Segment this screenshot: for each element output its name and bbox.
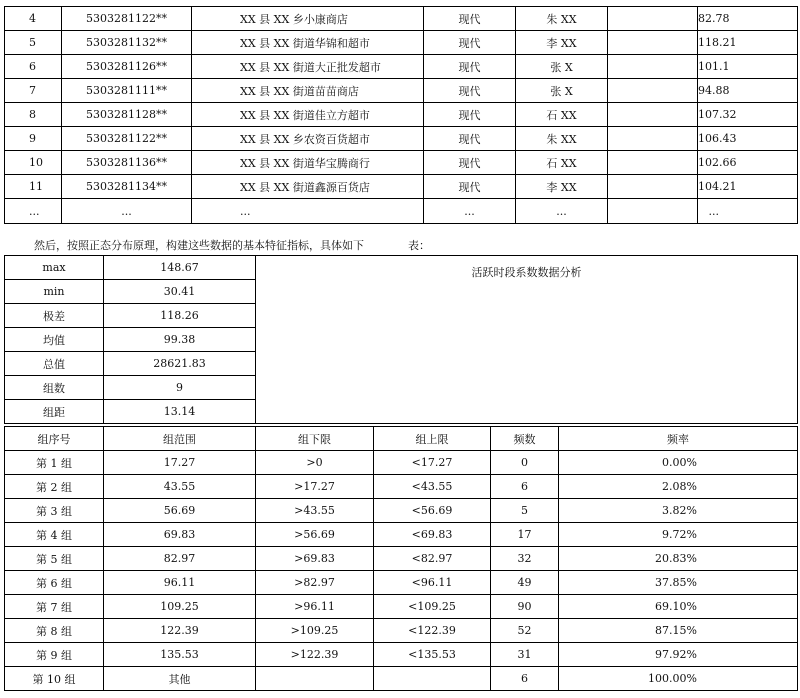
upper-bound: <82.97: [374, 547, 491, 571]
cell-blank: [608, 31, 698, 55]
frequency-rate: 37.85%: [559, 571, 798, 595]
column-header: 频率: [559, 427, 798, 451]
group-index: 第 3 组: [5, 499, 104, 523]
table-row: [5, 547, 798, 571]
frequency-rate: 100.00%: [559, 667, 798, 691]
frequency-rate: 3.82%: [559, 499, 798, 523]
column-header: 组序号: [5, 427, 104, 451]
upper-bound: <43.55: [374, 475, 491, 499]
table-row: [5, 55, 798, 79]
cell-index: 7: [5, 79, 62, 103]
upper-bound: <135.53: [374, 643, 491, 667]
group-index: 第 7 组: [5, 595, 104, 619]
table-row: [5, 175, 798, 199]
stat-value: 99.38: [104, 328, 256, 352]
cell-index: 4: [5, 7, 62, 31]
cell-blank: [608, 55, 698, 79]
cell-owner: 李 XX: [516, 31, 608, 55]
cell-owner: 张 X: [516, 55, 608, 79]
group-index: 第 8 组: [5, 619, 104, 643]
cell-type: 现代: [424, 103, 516, 127]
frequency-rate: 97.92%: [559, 643, 798, 667]
cell-store-name: XX 县 XX 街道华宝腾商行: [192, 151, 424, 175]
ellipsis-cell: ...: [62, 199, 192, 224]
cell-blank: [608, 175, 698, 199]
cell-code: 5303281128**: [62, 103, 192, 127]
upper-bound: <69.83: [374, 523, 491, 547]
frequency-rate: 9.72%: [559, 523, 798, 547]
column-header: 组上限: [374, 427, 491, 451]
table-row: [5, 151, 798, 175]
cell-type: 现代: [424, 79, 516, 103]
cell-index: 8: [5, 103, 62, 127]
chart-title: 活跃时段系数数据分析: [256, 256, 798, 424]
stat-value: 28621.83: [104, 352, 256, 376]
cell-index: 9: [5, 127, 62, 151]
upper-bound: <109.25: [374, 595, 491, 619]
group-index: 第 1 组: [5, 451, 104, 475]
frequency-rate: 87.15%: [559, 619, 798, 643]
ellipsis-cell: ...: [698, 199, 798, 224]
cell-value: 106.43: [698, 127, 798, 151]
cell-code: 5303281111**: [62, 79, 192, 103]
frequency-count: 0: [491, 451, 559, 475]
cell-type: 现代: [424, 127, 516, 151]
ellipsis-cell: ...: [5, 199, 62, 224]
table-row: [5, 667, 798, 691]
table-row: [5, 643, 798, 667]
intro-text: [34, 237, 430, 253]
frequency-count: 31: [491, 643, 559, 667]
lower-bound: >0: [256, 451, 374, 475]
cell-type: 现代: [424, 151, 516, 175]
cell-index: 11: [5, 175, 62, 199]
table-row: [5, 619, 798, 643]
group-range: 69.83: [104, 523, 256, 547]
column-header: 组下限: [256, 427, 374, 451]
stat-label: 组数: [5, 376, 104, 400]
cell-owner: 朱 XX: [516, 7, 608, 31]
stat-value: 30.41: [104, 280, 256, 304]
table-row: [5, 79, 798, 103]
cell-code: 5303281122**: [62, 7, 192, 31]
cell-owner: 张 X: [516, 79, 608, 103]
stat-value: 118.26: [104, 304, 256, 328]
table-row: [5, 595, 798, 619]
upper-bound: [374, 667, 491, 691]
frequency-rate: 20.83%: [559, 547, 798, 571]
table-row: [5, 127, 798, 151]
table-row: [5, 523, 798, 547]
table-row: [5, 451, 798, 475]
ellipsis-row: [5, 199, 798, 224]
group-index: 第 6 组: [5, 571, 104, 595]
cell-store-name: XX 县 XX 街道华锦和超市: [192, 31, 424, 55]
column-header: 组范围: [104, 427, 256, 451]
table-row: [5, 31, 798, 55]
stats-table: [4, 255, 798, 424]
group-range: 17.27: [104, 451, 256, 475]
cell-index: 10: [5, 151, 62, 175]
cell-code: 5303281136**: [62, 151, 192, 175]
group-index: 第 10 组: [5, 667, 104, 691]
frequency-rate: 2.08%: [559, 475, 798, 499]
stat-label: 总值: [5, 352, 104, 376]
stat-label: max: [5, 256, 104, 280]
table-row: [5, 571, 798, 595]
cell-blank: [608, 7, 698, 31]
frequency-rate: 0.00%: [559, 451, 798, 475]
table-row: [5, 103, 798, 127]
lower-bound: >82.97: [256, 571, 374, 595]
cell-code: 5303281126**: [62, 55, 192, 79]
cell-value: 104.21: [698, 175, 798, 199]
lower-bound: >17.27: [256, 475, 374, 499]
lower-bound: >56.69: [256, 523, 374, 547]
stat-label: 均值: [5, 328, 104, 352]
group-range: 96.11: [104, 571, 256, 595]
cell-store-name: XX 县 XX 街道鑫源百货店: [192, 175, 424, 199]
group-range: 135.53: [104, 643, 256, 667]
cell-owner: 朱 XX: [516, 127, 608, 151]
frequency-count: 49: [491, 571, 559, 595]
table-row: [5, 499, 798, 523]
stat-label: min: [5, 280, 104, 304]
cell-store-name: XX 县 XX 街道苗苗商店: [192, 79, 424, 103]
cell-value: 101.1: [698, 55, 798, 79]
ellipsis-cell: ...: [192, 199, 424, 224]
cell-code: 5303281122**: [62, 127, 192, 151]
table-row: [5, 475, 798, 499]
upper-bound: <17.27: [374, 451, 491, 475]
cell-blank: [608, 79, 698, 103]
cell-value: 107.32: [698, 103, 798, 127]
cell-blank: [608, 127, 698, 151]
stat-label: 组距: [5, 400, 104, 424]
cell-store-name: XX 县 XX 乡农资百货超市: [192, 127, 424, 151]
lower-bound: >109.25: [256, 619, 374, 643]
cell-store-name: XX 县 XX 街道大正批发超市: [192, 55, 424, 79]
cell-index: 6: [5, 55, 62, 79]
ellipsis-cell: [608, 199, 698, 224]
stat-value: 9: [104, 376, 256, 400]
frequency-count: 17: [491, 523, 559, 547]
intro-suffix: 表：: [408, 239, 430, 252]
group-range: 82.97: [104, 547, 256, 571]
lower-bound: >96.11: [256, 595, 374, 619]
frequency-count: 5: [491, 499, 559, 523]
column-header: 频数: [491, 427, 559, 451]
group-index: 第 4 组: [5, 523, 104, 547]
cell-blank: [608, 103, 698, 127]
lower-bound: >43.55: [256, 499, 374, 523]
frequency-count: 90: [491, 595, 559, 619]
header-row: [5, 427, 798, 451]
cell-type: 现代: [424, 175, 516, 199]
cell-owner: 石 XX: [516, 151, 608, 175]
frequency-count: 6: [491, 667, 559, 691]
cell-store-name: XX 县 XX 乡小康商店: [192, 7, 424, 31]
lower-bound: >122.39: [256, 643, 374, 667]
stats-row: [5, 256, 798, 280]
table-row: [5, 7, 798, 31]
stat-label: 极差: [5, 304, 104, 328]
intro-sentence: 然后，按照正态分布原理，构建这些数据的基本特征指标，具体如下: [34, 239, 364, 252]
cell-type: 现代: [424, 55, 516, 79]
cell-code: 5303281132**: [62, 31, 192, 55]
cell-store-name: XX 县 XX 街道佳立方超市: [192, 103, 424, 127]
group-range: 109.25: [104, 595, 256, 619]
group-range: 122.39: [104, 619, 256, 643]
cell-blank: [608, 151, 698, 175]
upper-bound: <96.11: [374, 571, 491, 595]
upper-bound: <122.39: [374, 619, 491, 643]
ellipsis-cell: ...: [516, 199, 608, 224]
lower-bound: >69.83: [256, 547, 374, 571]
cell-code: 5303281134**: [62, 175, 192, 199]
stat-value: 148.67: [104, 256, 256, 280]
group-range: 43.55: [104, 475, 256, 499]
cell-value: 118.21: [698, 31, 798, 55]
ellipsis-cell: ...: [424, 199, 516, 224]
cell-index: 5: [5, 31, 62, 55]
group-index: 第 9 组: [5, 643, 104, 667]
upper-bound: <56.69: [374, 499, 491, 523]
group-range: 56.69: [104, 499, 256, 523]
cell-owner: 李 XX: [516, 175, 608, 199]
frequency-rate: 69.10%: [559, 595, 798, 619]
group-range: 其他: [104, 667, 256, 691]
stat-value: 13.14: [104, 400, 256, 424]
cell-owner: 石 XX: [516, 103, 608, 127]
cell-value: 94.88: [698, 79, 798, 103]
group-index: 第 2 组: [5, 475, 104, 499]
frequency-count: 6: [491, 475, 559, 499]
group-index: 第 5 组: [5, 547, 104, 571]
frequency-count: 52: [491, 619, 559, 643]
cell-value: 102.66: [698, 151, 798, 175]
store-data-table: [4, 6, 798, 224]
frequency-count: 32: [491, 547, 559, 571]
cell-value: 82.78: [698, 7, 798, 31]
frequency-table: [4, 426, 798, 691]
cell-type: 现代: [424, 7, 516, 31]
cell-type: 现代: [424, 31, 516, 55]
lower-bound: [256, 667, 374, 691]
